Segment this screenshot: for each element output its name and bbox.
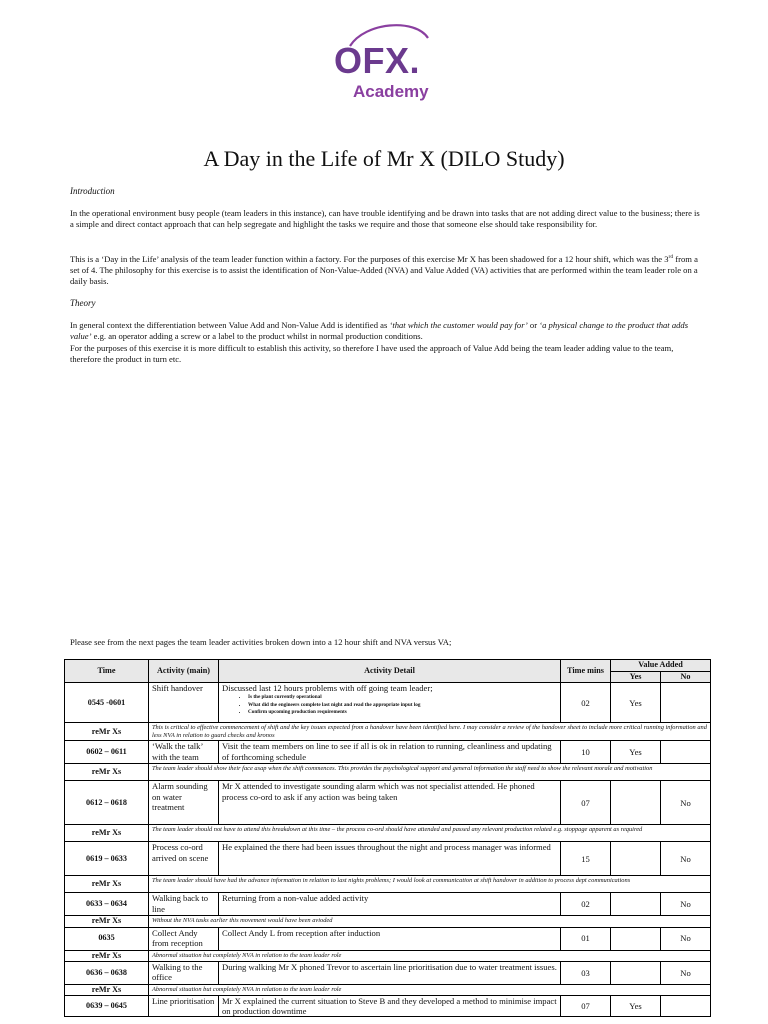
remark-text-cell: The team leader should not have to attend this breakdown at this time – the process co-ord should have attended and passed any relevant production related e.g. stoppage apparent as required [149,825,711,842]
remark-row [65,876,711,893]
value-added-yes-cell [611,842,661,876]
logo-subtitle: Academy [353,82,429,101]
page-title: A Day in the Life of Mr X (DILO Study) [203,146,565,171]
table-row [65,741,711,764]
activity-cell: ‘Walk the talk’ with the team [149,741,219,764]
activity-detail-cell [219,741,561,764]
activity-detail-cell [219,961,561,984]
activity-cell: Collect Andy from reception [149,927,219,950]
value-added-no-cell [661,741,711,764]
value-added-no-cell [661,683,711,723]
remark-row [65,916,711,927]
activity-detail-text: Mr X attended to investigate sounding alarm which was not specialist attended. He phoned process co-ord to ask if any action was being taken [222,781,535,802]
value-added-no-cell: No [661,961,711,984]
activity-detail-text: Returning from a non-value added activity [222,893,369,904]
header-no: No [661,672,711,683]
time-cell: 0636 – 0638 [65,961,149,984]
header-time-mins: Time mins [561,660,611,683]
time-mins-cell: 02 [561,683,611,723]
remark-text-cell: The team leader should show their face asap when the shift commences. This provides the psychological support and general information the staff need to show the relevant morale and motivation [149,764,711,781]
activity-detail-text: He explained the there had been issues throughout the night and process manager was informed [222,842,551,853]
value-added-no-cell [661,996,711,1017]
time-cell: 0619 – 0633 [65,842,149,876]
activity-detail-cell [219,781,561,825]
time-mins-cell: 10 [561,741,611,764]
activity-cell: Alarm sounding on water treatment [149,781,219,825]
value-added-no-cell: No [661,781,711,825]
table-row [65,961,711,984]
remark-text-cell: Without the NVA tasks earlier this movement would have been avioded [149,916,711,927]
remark-row [65,950,711,961]
time-cell: 0612 – 0618 [65,781,149,825]
value-added-yes-cell: Yes [611,996,661,1017]
theory-paragraph-1: In general context the differentiation between Value Add and Non-Value Add is identified as ‘that which the customer would pay for’ or ‘a physical change to the product that adds value’ e.g. an operator adding a screw or a label to the product whilst in normal production conditions. [70,320,689,342]
activity-cell: Shift handover [149,683,219,723]
remark-label-cell: reMr Xs [65,916,149,927]
table-row [65,893,711,916]
dilo-table-body [65,683,711,1017]
table-row [65,781,711,825]
activity-detail-cell [219,996,561,1017]
introduction-heading: Introduction [70,186,115,196]
table-row [65,842,711,876]
time-mins-cell: 07 [561,996,611,1017]
time-cell: 0545 -0601 [65,683,149,723]
table-row [65,927,711,950]
time-cell: 0635 [65,927,149,950]
value-added-yes-cell: Yes [611,683,661,723]
remark-label-cell: reMr Xs [65,723,149,741]
time-mins-cell: 15 [561,842,611,876]
time-mins-cell: 01 [561,927,611,950]
activity-cell: Line prioritisation [149,996,219,1017]
time-cell: 0639 – 0645 [65,996,149,1017]
header-activity: Activity (main) [149,660,219,683]
remark-row [65,764,711,781]
activity-detail-cell [219,842,561,876]
remark-text-cell: The team leader should have had the advance information in relation to last nights problems; I would look at communication at shift handover in addition to process dept communications [149,876,711,893]
remark-label-cell: reMr Xs [65,825,149,842]
remark-label-cell: reMr Xs [65,984,149,995]
remark-label-cell: reMr Xs [65,764,149,781]
time-mins-cell: 07 [561,781,611,825]
activity-detail-text: Discussed last 12 hours problems with off going team leader; [222,683,433,694]
activity-detail-text: During walking Mr X phoned Trevor to ascertain line prioritisation due to water treatment issues. [222,961,557,972]
dilo-activity-table [64,659,711,1017]
table-intro-text: Please see from the next pages the team leader activities broken down into a 12 hour shift and NVA versus VA; [70,637,452,647]
activity-detail-text: Visit the team members on line to see if all is ok in relation to running, cleanliness and updating of forthcoming schedule [222,741,552,762]
table-row [65,996,711,1017]
activity-detail-cell [219,893,561,916]
value-added-no-cell: No [661,927,711,950]
detail-bullet-list [222,694,557,716]
ofx-academy-logo [320,16,450,100]
logo-brand: OFX. [334,40,421,81]
detail-bullet: • Confirm upcoming production requirements [248,709,557,716]
remark-row [65,825,711,842]
value-added-no-cell: No [661,893,711,916]
remark-text-cell: Abnormal situation but completely NVA in relation to the team leader role [149,984,711,995]
remark-row [65,723,711,741]
activity-detail-cell [219,927,561,950]
value-added-yes-cell [611,893,661,916]
header-yes: Yes [611,672,661,683]
activity-detail-cell [219,683,561,723]
theory-paragraph-2: For the purposes of this exercise it is more difficult to establish this activity, so therefore I have used the approach of Value Add being the team leader adding value to the team, therefore the product in turn etc. [70,343,674,365]
introduction-paragraph-2: This is a ‘Day in the Life’ analysis of the team leader function within a factory. For the purposes of this exercise Mr X has been shadowed for a 12 hour shift, which was the 3rd from a set of 4. The philosophy for this exercise is to assist the identification of Non-Value-Added (NVA) and Value Added (VA) activities that are performed within the team leader role on a daily basis. [70,253,698,287]
activity-cell: Walking to the office [149,961,219,984]
remark-label-cell: reMr Xs [65,876,149,893]
value-added-yes-cell: Yes [611,741,661,764]
introduction-paragraph-1: In the operational environment busy people (team leaders in this instance), can have trouble identifying and be drawn into tasks that are not adding direct value to the business; there is a simple and direct contact approach that can help segregate and highlight the tasks we require and those that someone else should take responsibility for. [70,208,700,230]
activity-detail-text: Collect Andy L from reception after induction [222,927,381,938]
remark-text-cell: This is critical to effective commencement of shift and the key issues expected from a handover have been identified here. I may consider a review of the handover sheet to include more critical running information and less NVA in relation to guard checks and kronos [149,723,711,741]
value-added-yes-cell [611,961,661,984]
header-value-added: Value Added [611,660,711,672]
value-added-yes-cell [611,781,661,825]
detail-bullet: • Is the plant currently operational [248,694,557,701]
table-row [65,683,711,723]
time-cell: 0602 – 0611 [65,741,149,764]
header-time: Time [65,660,149,683]
value-added-no-cell: No [661,842,711,876]
time-mins-cell: 02 [561,893,611,916]
detail-bullet: • What did the engineers complete last night and read the appropriate input log [248,702,557,709]
activity-cell: Process co-ord arrived on scene [149,842,219,876]
remark-label-cell: reMr Xs [65,950,149,961]
time-cell: 0633 – 0634 [65,893,149,916]
remark-text-cell: Abnormal situation but completely NVA in relation to the team leader role [149,950,711,961]
theory-heading: Theory [70,298,96,308]
time-mins-cell: 03 [561,961,611,984]
header-activity-detail: Activity Detail [219,660,561,683]
remark-row [65,984,711,995]
value-added-yes-cell [611,927,661,950]
activity-detail-text: Mr X explained the current situation to Steve B and they developed a method to minimise impact on production downtime [222,996,557,1017]
activity-cell: Walking back to line [149,893,219,916]
